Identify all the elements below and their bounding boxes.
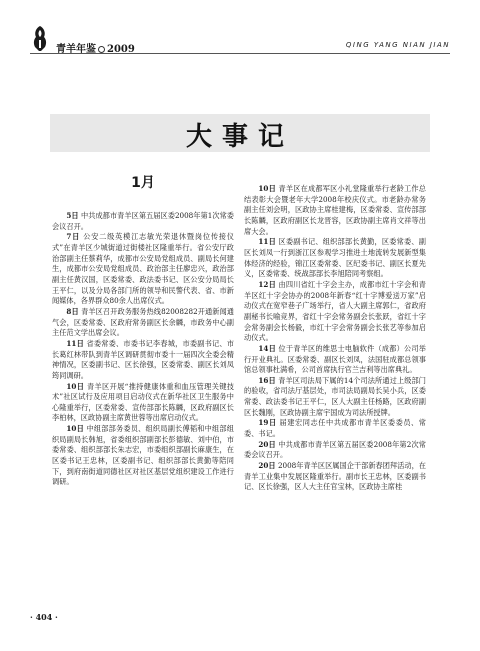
header-divider bbox=[30, 53, 450, 54]
entry-text: 届建宏同志任中共成都市青羊区委委员、常委、书记。 bbox=[244, 418, 426, 439]
entry bbox=[52, 424, 234, 488]
entry-day: 5日 bbox=[66, 211, 79, 220]
entry-day: 10日 bbox=[66, 424, 84, 434]
entry-day: 11日 bbox=[66, 338, 84, 348]
entry-day: 7日 bbox=[66, 232, 81, 242]
entry bbox=[244, 418, 426, 439]
entry bbox=[52, 211, 234, 232]
page-number: · 404 · bbox=[30, 612, 58, 622]
book-logo-icon bbox=[30, 24, 50, 52]
entry bbox=[244, 280, 426, 344]
running-head: QING YANG NIAN JIAN bbox=[345, 41, 450, 49]
entry-day: 20日 bbox=[258, 461, 276, 471]
entry-text: 青羊区召开政务服务热线82008282开通新闻通气会，区委常委、区政府常务副区长余麟，市政务中心副主任范文学出席会议。 bbox=[52, 306, 234, 338]
entry-day: 8日 bbox=[66, 306, 79, 316]
entry-day: 11日 bbox=[258, 237, 276, 247]
entry bbox=[244, 344, 426, 376]
entry-text: 公安二级英模江志敏光荣退休暨岗位传接仪式”在青羊区少城街道过街楼社区隆重举行。省公安厅政治部副主任蔡莉华，成都市公安局党组成员、副局长何建生，成都市公安局党组成员、政治部主任廖忠兴，政治部副主任黄汉国，区委常委、政法委书记、区公安分局局长王平仁，以及分局各部门所的领导和民警代表、省、市新闻媒体，各界群众80余人出席仪式。 bbox=[52, 232, 234, 306]
entry-text: 位于青羊区的维思士电脑软件（成都）公司举行开业典礼。区委常委、副区长刘凤，法国驻成都总领事馆总领事杜满希，公司首席执行官兰吉利等出席典礼。 bbox=[244, 343, 426, 375]
entry-day: 20日 bbox=[258, 439, 276, 449]
entry-text: 中组部部务委员、组织局副长傅韬和中组部组织局副局长韩旭，省委组织部副部长彭德敏、刘中伯，市委常委、组织部部长朱志宏，市委组织部副长麻康生，在区委书记王忠林，区委副书记、组织部部长黄勤等陪同下，到府南街道同德社区对社区基层党组织建设工作进行调研。 bbox=[52, 424, 234, 487]
left-column bbox=[52, 211, 234, 488]
page-header bbox=[0, 0, 480, 60]
entry-text: 省委常委、市委书记李春城，市委副书记、市长葛红林带队到青羊区调研贯彻市委十一届四次全委会精神情况，区委副书记、区长徐强，区委常委、副区长刘凤筠同调研。 bbox=[52, 338, 234, 380]
entry bbox=[244, 461, 426, 493]
entry-text: 中共成都市青羊区第五届区委2008年第1次常委会议召开。 bbox=[52, 211, 234, 231]
entry-day: 14日 bbox=[258, 343, 276, 353]
book-year: 2009 bbox=[107, 44, 135, 55]
entry bbox=[52, 382, 234, 425]
entry bbox=[52, 232, 234, 307]
entry bbox=[244, 237, 426, 280]
right-column bbox=[244, 184, 426, 493]
entry bbox=[244, 184, 426, 237]
entry-day: 19日 bbox=[258, 418, 277, 428]
entry-text: 青羊区开展“推持健康体重和血压管理关键技术”社区试行及应用项目启动仪式在新华社区卫生服务中心隆重举行，区委常委、宣传部部长陈麟，区政府副区长李柏林，区政协副主席黄世蓉等出席启动仪式。 bbox=[52, 381, 234, 423]
entry-day: 10日 bbox=[258, 184, 276, 193]
chapter-title: 大事记 bbox=[185, 122, 294, 152]
entry-text: 2008年青羊区区属国企干部新春团拜活动，在青羊工业集中发展区隆重举行。副市长王忠林，区委副书记、区长徐强，区人大主任官宝林，区政协主席桂 bbox=[244, 461, 426, 492]
entry bbox=[52, 307, 234, 339]
entry bbox=[52, 339, 234, 382]
entry-text: 青羊区司法局下属的14个司法所通过上级部门的验收，省司法厅基层处，市司法局副局长吴小兵，区委常委、政法委书记王平仁，区人大副主任杨路，区政府副区长魏刚，区政协副主席宇国成为司法所授牌。 bbox=[244, 375, 426, 417]
entry-day: 12日 bbox=[258, 279, 276, 289]
entry-text: 中共成都市青羊区第五届区委2008年第2次常委会议召开。 bbox=[244, 439, 426, 460]
entry-text: 区委副书记、组织部部长黄勤，区委常委、副区长刘凤一行到浙江区参观学习推进土地流转发展新型集体经济的经验，锦江区委常委、区纪委书记、副区长夏先义，区委常委、统战部部长李旭陪同考察组。 bbox=[244, 237, 426, 279]
entry-text: 青羊区在成都军区小礼堂隆重举行老龄工作总结表彰大会暨老年大学2008年校庆仪式。市老龄办常务副主任刘会明，区政协主席桂建梅，区委常委、宣传部部长陈麟，区政府副区长龙晋容，区政协副主席肖文祥等出席大会。 bbox=[244, 184, 426, 236]
month-heading: 1月 bbox=[131, 175, 155, 191]
entry-day: 16日 bbox=[258, 375, 276, 385]
entry-text: 由四川省红十字会主办，成都市红十字会和青羊区红十字会协办的2008年新春“红十字博爱送万家”启动仪式在宽窄巷子广场举行，省人大副主席郭仁，省政府副秘书长喻竞界，省红十字会常务副会长张跃，省红十字会常务副会长杨毅，市红十字会常务副会长张艺等参加启动仪式。 bbox=[244, 279, 426, 343]
bullet-icon bbox=[98, 46, 105, 53]
book-title-text: 青羊年鉴 bbox=[56, 44, 96, 55]
entry bbox=[244, 376, 426, 419]
entry-day: 10日 bbox=[66, 381, 85, 391]
entry bbox=[244, 440, 426, 461]
